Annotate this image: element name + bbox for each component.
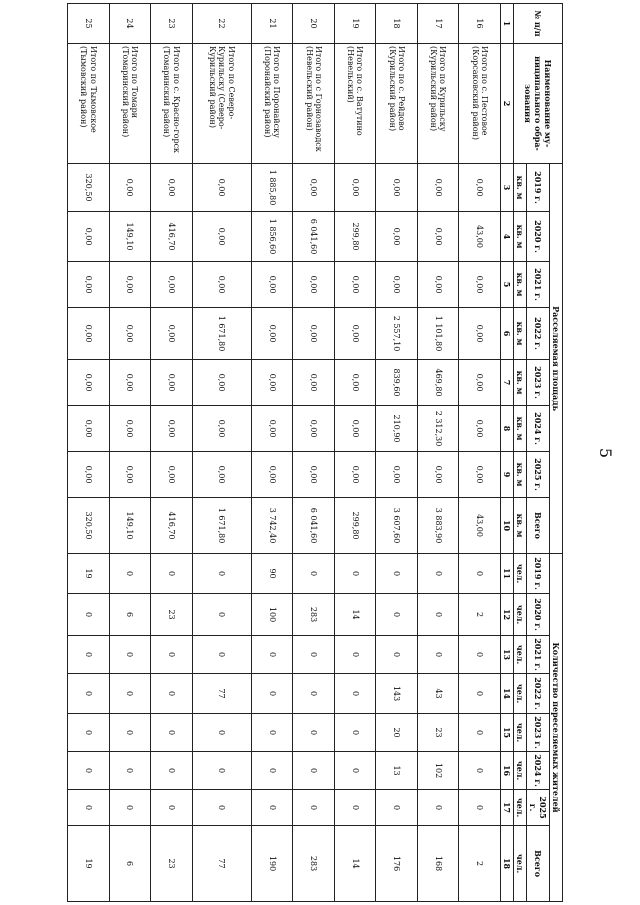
table-row: [192, 4, 251, 902]
people-cell: 0: [376, 594, 418, 636]
column-index: 7: [501, 360, 514, 406]
area-cell: 416,70: [151, 212, 193, 262]
people-cell: 0: [109, 674, 151, 714]
column-index: 4: [501, 212, 514, 262]
people-cell: 100: [252, 594, 294, 636]
area-cell: 0,00: [376, 212, 418, 262]
area-cell: 0,00: [293, 262, 335, 308]
column-index: 17: [501, 790, 514, 826]
people-cell: 2: [459, 826, 501, 902]
header-year: 2023 г.: [527, 360, 550, 406]
header-unit-area: кв. м: [514, 360, 527, 406]
area-cell: 0,00: [252, 452, 294, 498]
area-cell: 3 742,40: [252, 498, 294, 554]
column-index: 14: [501, 674, 514, 714]
area-cell: 0,00: [192, 164, 251, 212]
people-cell: 0: [151, 636, 193, 674]
area-cell: 43,00: [459, 212, 501, 262]
people-cell: 77: [192, 826, 251, 902]
people-cell: 6: [109, 826, 151, 902]
people-cell: 0: [68, 594, 110, 636]
people-cell: 0: [68, 790, 110, 826]
table-row: [68, 4, 110, 902]
area-cell: 0,00: [68, 262, 110, 308]
people-cell: 0: [459, 752, 501, 790]
people-cell: 0: [68, 714, 110, 752]
row-name: Итого по с. Рейдово (Курильский район): [376, 44, 418, 164]
area-cell: 0,00: [418, 164, 460, 212]
area-cell: 3 883,90: [418, 498, 460, 554]
area-cell: 416,70: [151, 498, 193, 554]
area-cell: 0,00: [252, 360, 294, 406]
rotated-page: [67, 3, 563, 901]
header-unit-people: чел.: [514, 554, 527, 594]
people-cell: 0: [293, 636, 335, 674]
header-name: Наименование му-ниципального обра-зования: [514, 44, 563, 164]
area-cell: 0,00: [376, 452, 418, 498]
people-cell: 0: [192, 752, 251, 790]
people-cell: 6: [109, 594, 151, 636]
area-cell: 0,00: [192, 360, 251, 406]
people-cell: 0: [151, 790, 193, 826]
area-cell: 0,00: [459, 452, 501, 498]
table-row: [252, 4, 294, 902]
people-cell: 0: [192, 714, 251, 752]
people-cell: 77: [192, 674, 251, 714]
main-table: [67, 3, 563, 901]
area-cell: 839,60: [376, 360, 418, 406]
column-index: 8: [501, 406, 514, 452]
people-cell: 283: [293, 594, 335, 636]
area-cell: 0,00: [376, 262, 418, 308]
row-number: 24: [109, 4, 151, 44]
table-row: [335, 4, 377, 902]
area-cell: 6 041,60: [293, 498, 335, 554]
people-cell: 0: [459, 714, 501, 752]
area-cell: 210,90: [376, 406, 418, 452]
header-unit-people: чел.: [514, 594, 527, 636]
area-cell: 299,80: [335, 212, 377, 262]
area-cell: 320,50: [68, 498, 110, 554]
area-cell: 0,00: [252, 308, 294, 360]
people-cell: 0: [459, 636, 501, 674]
row-number: 22: [192, 4, 251, 44]
people-cell: 0: [293, 752, 335, 790]
header-unit-area: кв. м: [514, 212, 527, 262]
people-cell: 0: [335, 636, 377, 674]
people-cell: 0: [459, 674, 501, 714]
people-cell: 0: [192, 790, 251, 826]
people-cell: 176: [376, 826, 418, 902]
area-cell: 149,10: [109, 212, 151, 262]
row-number: 18: [376, 4, 418, 44]
header-year: Всего: [527, 498, 550, 554]
area-cell: 0,00: [335, 262, 377, 308]
row-name: Итого по Поронайску (Поронайский район): [252, 44, 294, 164]
area-cell: 0,00: [68, 212, 110, 262]
area-cell: 0,00: [109, 406, 151, 452]
area-cell: 0,00: [293, 452, 335, 498]
people-cell: 0: [293, 554, 335, 594]
people-cell: 0: [376, 790, 418, 826]
people-cell: 0: [109, 636, 151, 674]
table-row: [109, 4, 151, 902]
people-cell: 102: [418, 752, 460, 790]
header-number: № п/п: [514, 4, 563, 44]
header-year: 2023 г.: [527, 714, 550, 752]
header-unit-people: чел.: [514, 674, 527, 714]
row-number: 17: [418, 4, 460, 44]
header-unit-area: кв. м: [514, 164, 527, 212]
area-cell: 43,00: [459, 498, 501, 554]
header-area-group: Расселяемая площадь: [550, 164, 563, 554]
people-cell: 0: [151, 674, 193, 714]
table-row: [418, 4, 460, 902]
row-name: Итого по с. Ватутино (Невельский): [335, 44, 377, 164]
column-index: 13: [501, 636, 514, 674]
header-unit-area: кв. м: [514, 498, 527, 554]
people-cell: 0: [151, 752, 193, 790]
people-cell: 0: [252, 752, 294, 790]
people-cell: 43: [418, 674, 460, 714]
people-cell: 0: [252, 714, 294, 752]
area-cell: 0,00: [68, 406, 110, 452]
people-cell: 0: [376, 554, 418, 594]
area-cell: 320,50: [68, 164, 110, 212]
people-cell: 0: [252, 674, 294, 714]
column-index: 18: [501, 826, 514, 902]
row-name: Итого по Курильску (Курильский район): [418, 44, 460, 164]
people-cell: 0: [252, 790, 294, 826]
header-year: 2025 г.: [527, 452, 550, 498]
people-cell: 0: [335, 554, 377, 594]
area-cell: 0,00: [293, 308, 335, 360]
row-number: 19: [335, 4, 377, 44]
people-cell: 143: [376, 674, 418, 714]
people-cell: 0: [109, 554, 151, 594]
column-index: 11: [501, 554, 514, 594]
area-cell: 2 557,10: [376, 308, 418, 360]
header-unit-area: кв. м: [514, 452, 527, 498]
area-cell: 0,00: [418, 262, 460, 308]
table-row: [459, 4, 501, 902]
area-cell: 0,00: [418, 452, 460, 498]
column-index: 10: [501, 498, 514, 554]
area-cell: 0,00: [335, 360, 377, 406]
header-unit-area: кв. м: [514, 262, 527, 308]
area-cell: 0,00: [109, 308, 151, 360]
header-year: 2021 г.: [527, 636, 550, 674]
row-name: Итого по с. Пестовое (Корсаковский район): [459, 44, 501, 164]
header-year: 2021 г.: [527, 262, 550, 308]
area-cell: 0,00: [109, 164, 151, 212]
area-cell: 0,00: [418, 212, 460, 262]
column-index: 5: [501, 262, 514, 308]
area-cell: 469,80: [418, 360, 460, 406]
people-cell: 190: [252, 826, 294, 902]
area-cell: 0,00: [151, 360, 193, 406]
row-number: 23: [151, 4, 193, 44]
area-cell: 0,00: [151, 308, 193, 360]
area-cell: 0,00: [335, 452, 377, 498]
row-name: Итого по Тымовское (Тымовский район): [68, 44, 110, 164]
area-cell: 149,10: [109, 498, 151, 554]
people-cell: 0: [151, 554, 193, 594]
area-cell: 0,00: [459, 360, 501, 406]
people-cell: 0: [68, 674, 110, 714]
area-cell: 1 856,60: [252, 212, 294, 262]
area-cell: 0,00: [109, 452, 151, 498]
page-number: 5: [596, 447, 615, 459]
area-cell: 0,00: [151, 262, 193, 308]
header-year: Всего: [527, 826, 550, 902]
people-cell: 0: [418, 790, 460, 826]
area-cell: 0,00: [151, 406, 193, 452]
area-cell: 0,00: [68, 360, 110, 406]
people-cell: 0: [109, 752, 151, 790]
header-unit-people: чел.: [514, 790, 527, 826]
people-cell: 0: [418, 594, 460, 636]
people-cell: 0: [293, 790, 335, 826]
people-cell: 19: [68, 554, 110, 594]
header-unit-people: чел.: [514, 826, 527, 902]
row-name: Итого по с. Красно-горск (Томаринский район): [151, 44, 193, 164]
header-year: 2024 г.: [527, 406, 550, 452]
header-row-groups: [550, 4, 563, 902]
column-index: 1: [501, 4, 514, 44]
header-unit-people: чел.: [514, 636, 527, 674]
column-index: 3: [501, 164, 514, 212]
area-cell: 0,00: [293, 360, 335, 406]
area-cell: 0,00: [293, 164, 335, 212]
area-cell: 0,00: [68, 452, 110, 498]
header-year: 2022 г.: [527, 674, 550, 714]
area-cell: 0,00: [459, 406, 501, 452]
header-year: 2019 г.: [527, 554, 550, 594]
people-cell: 0: [68, 636, 110, 674]
people-cell: 0: [293, 674, 335, 714]
people-cell: 0: [109, 714, 151, 752]
area-cell: 0,00: [192, 452, 251, 498]
area-cell: 0,00: [151, 164, 193, 212]
area-cell: 0,00: [68, 308, 110, 360]
area-cell: 0,00: [459, 164, 501, 212]
people-cell: 0: [335, 674, 377, 714]
people-cell: 283: [293, 826, 335, 902]
column-index: 12: [501, 594, 514, 636]
area-cell: 1 885,80: [252, 164, 294, 212]
people-cell: 0: [192, 554, 251, 594]
area-cell: 3 607,60: [376, 498, 418, 554]
area-cell: 0,00: [252, 406, 294, 452]
area-cell: 0,00: [459, 308, 501, 360]
area-cell: 0,00: [252, 262, 294, 308]
people-cell: 0: [335, 790, 377, 826]
people-cell: 14: [335, 826, 377, 902]
area-cell: 0,00: [192, 262, 251, 308]
people-cell: 0: [68, 752, 110, 790]
header-people-group: Количество переселяемых жителей: [550, 554, 563, 902]
row-name: Итого по Томари (Томаринский район): [109, 44, 151, 164]
row-name: Итого по с Горнозаводск (Невельский район): [293, 44, 335, 164]
people-cell: 23: [151, 594, 193, 636]
people-cell: 0: [192, 594, 251, 636]
area-cell: 0,00: [192, 406, 251, 452]
header-year: 2020 г.: [527, 212, 550, 262]
people-cell: 0: [459, 790, 501, 826]
people-cell: 23: [418, 714, 460, 752]
people-cell: 0: [293, 714, 335, 752]
row-number: 25: [68, 4, 110, 44]
people-cell: 19: [68, 826, 110, 902]
area-cell: 0,00: [192, 212, 251, 262]
people-cell: 0: [192, 636, 251, 674]
area-cell: 2 312,30: [418, 406, 460, 452]
row-number: 21: [252, 4, 294, 44]
area-cell: 1 101,80: [418, 308, 460, 360]
column-index: 15: [501, 714, 514, 752]
column-index-row: [501, 4, 514, 902]
column-index: 2: [501, 44, 514, 164]
area-cell: 0,00: [335, 164, 377, 212]
area-cell: 0,00: [109, 262, 151, 308]
people-cell: 14: [335, 594, 377, 636]
table-row: [376, 4, 418, 902]
people-cell: 0: [335, 752, 377, 790]
area-cell: 0,00: [335, 308, 377, 360]
area-cell: 0,00: [109, 360, 151, 406]
people-cell: 0: [459, 554, 501, 594]
area-cell: 299,80: [335, 498, 377, 554]
people-cell: 23: [151, 826, 193, 902]
header-unit-area: кв. м: [514, 406, 527, 452]
area-cell: 0,00: [151, 452, 193, 498]
people-cell: 0: [376, 636, 418, 674]
header-year: 2019 г.: [527, 164, 550, 212]
area-cell: 6 041,60: [293, 212, 335, 262]
header-year: 2024 г.: [527, 752, 550, 790]
people-cell: 0: [418, 554, 460, 594]
area-cell: 0,00: [459, 262, 501, 308]
table-row: [293, 4, 335, 902]
area-cell: 0,00: [376, 164, 418, 212]
header-unit-area: кв. м: [514, 308, 527, 360]
row-number: 16: [459, 4, 501, 44]
header-unit-people: чел.: [514, 752, 527, 790]
table-row: [151, 4, 193, 902]
people-cell: 0: [109, 790, 151, 826]
column-index: 16: [501, 752, 514, 790]
people-cell: 13: [376, 752, 418, 790]
people-cell: 20: [376, 714, 418, 752]
people-cell: 0: [418, 636, 460, 674]
area-cell: 0,00: [335, 406, 377, 452]
header-year: 2022 г.: [527, 308, 550, 360]
row-number: 20: [293, 4, 335, 44]
people-cell: 90: [252, 554, 294, 594]
column-index: 9: [501, 452, 514, 498]
area-cell: 1 671,80: [192, 308, 251, 360]
area-cell: 0,00: [293, 406, 335, 452]
header-year: 2025 г.: [527, 790, 550, 826]
people-cell: 0: [151, 714, 193, 752]
people-cell: 0: [335, 714, 377, 752]
header-year: 2020 г.: [527, 594, 550, 636]
people-cell: 0: [252, 636, 294, 674]
row-name: Итого по Северо-Курильску (Северо-Курильский район): [192, 44, 251, 164]
area-cell: 1 671,80: [192, 498, 251, 554]
column-index: 6: [501, 308, 514, 360]
people-cell: 168: [418, 826, 460, 902]
people-cell: 2: [459, 594, 501, 636]
header-unit-people: чел.: [514, 714, 527, 752]
